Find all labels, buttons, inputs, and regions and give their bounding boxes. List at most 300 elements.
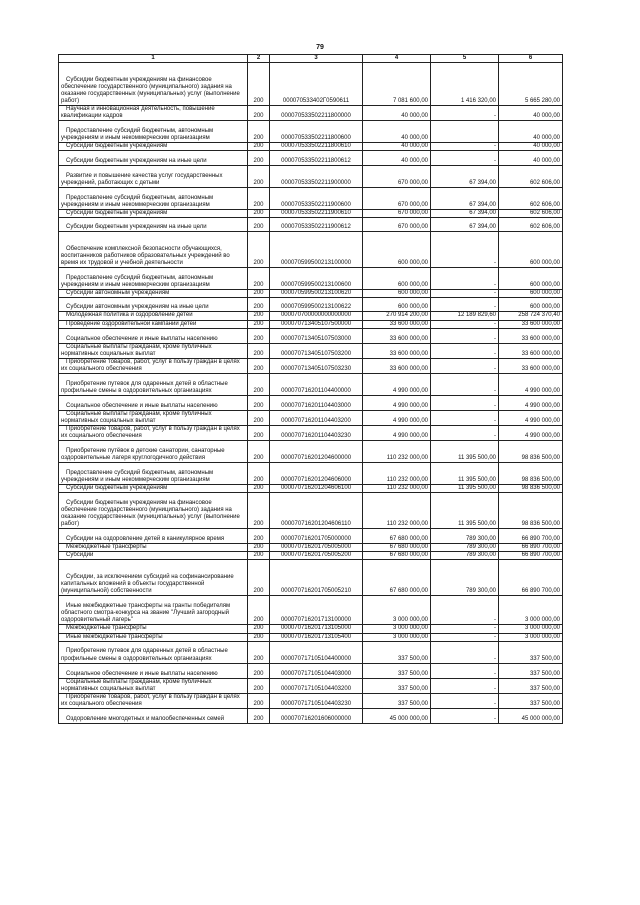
row-admin-code: 200 bbox=[248, 485, 270, 493]
row-admin-code: 200 bbox=[248, 596, 270, 625]
row-executed-amount: - bbox=[431, 151, 499, 166]
row-executed-amount: 11 395 500,00 bbox=[431, 441, 499, 463]
table-row bbox=[59, 298, 563, 312]
table-row bbox=[59, 395, 563, 410]
row-classification-code: 000070716201204606110 bbox=[270, 493, 363, 529]
col-header-6: 6 bbox=[499, 55, 563, 63]
row-remaining-amount: 600 000,00 bbox=[499, 232, 563, 268]
row-name bbox=[59, 343, 248, 358]
row-name bbox=[59, 373, 248, 395]
row-approved-amount: 4 990 000,00 bbox=[363, 410, 431, 425]
row-approved-amount: 67 680 000,00 bbox=[363, 552, 431, 560]
row-classification-code: 000070716201204606000 bbox=[270, 463, 363, 485]
row-name bbox=[59, 298, 248, 312]
row-remaining-amount: 45 000 000,00 bbox=[499, 708, 563, 723]
row-name-text: Оздоровление многодетных и малообеспеченных семей bbox=[66, 715, 225, 722]
table-row bbox=[59, 232, 563, 268]
row-name-text: Субсидии бюджетным учреждениям на финансовое обеспечение государственного (муниципального) задания на оказание государственных (муниципальных) услуг (выполнение работ) bbox=[61, 76, 240, 104]
row-name-text: Субсидии автономным учреждениям bbox=[66, 290, 170, 297]
row-approved-amount: 33 600 000,00 bbox=[363, 358, 431, 373]
row-name-text: Субсидии бюджетным учреждениям на финансовое обеспечение государственного (муниципального) задания на оказание государственных (муниципальных) услуг (выполнение работ) bbox=[61, 500, 240, 528]
col-header-5: 5 bbox=[431, 55, 499, 63]
row-approved-amount: 337 500,00 bbox=[363, 641, 431, 663]
row-remaining-amount: 337 500,00 bbox=[499, 693, 563, 708]
row-remaining-amount: 40 000,00 bbox=[499, 106, 563, 121]
row-approved-amount: 670 000,00 bbox=[363, 210, 431, 218]
table-row bbox=[59, 188, 563, 210]
row-approved-amount: 600 000,00 bbox=[363, 298, 431, 312]
row-name-text: Приобретение путевок для одаренных детей в областные профильные смены в оздоровительных организациях bbox=[61, 380, 228, 394]
row-name-text: Предоставление субсидий бюджетным, автономным учреждениям и иным некоммерческим организациям bbox=[61, 275, 214, 289]
row-name bbox=[59, 210, 248, 218]
row-admin-code: 200 bbox=[248, 328, 270, 343]
row-name-text: Межбюджетные трансферты bbox=[66, 544, 147, 551]
row-name-text: Социальное обеспечение и иные выплаты населению bbox=[66, 670, 218, 677]
row-admin-code: 200 bbox=[248, 641, 270, 663]
row-name-text: Субсидии бюджетным учреждениям bbox=[66, 143, 168, 150]
row-name bbox=[59, 290, 248, 298]
row-admin-code: 200 bbox=[248, 218, 270, 232]
row-executed-amount: 1 416 320,00 bbox=[431, 63, 499, 106]
row-remaining-amount: 3 000 000,00 bbox=[499, 633, 563, 641]
row-name-text: Развитие и повышение качества услуг государственных учреждений, работающих с детьми bbox=[61, 173, 223, 187]
row-name bbox=[59, 529, 248, 544]
row-executed-amount: 67 394,00 bbox=[431, 218, 499, 232]
row-admin-code: 200 bbox=[248, 312, 270, 320]
row-remaining-amount: 5 665 280,00 bbox=[499, 63, 563, 106]
row-remaining-amount: 602 606,00 bbox=[499, 218, 563, 232]
row-classification-code: 000070716201204600000 bbox=[270, 441, 363, 463]
row-executed-amount: 11 395 500,00 bbox=[431, 493, 499, 529]
row-remaining-amount: 33 600 000,00 bbox=[499, 328, 563, 343]
row-remaining-amount: 33 600 000,00 bbox=[499, 320, 563, 328]
row-name bbox=[59, 693, 248, 708]
row-name bbox=[59, 441, 248, 463]
row-admin-code: 200 bbox=[248, 633, 270, 641]
row-name bbox=[59, 625, 248, 633]
row-admin-code: 200 bbox=[248, 343, 270, 358]
row-classification-code: 000070599500213100620 bbox=[270, 290, 363, 298]
row-name bbox=[59, 232, 248, 268]
table-row bbox=[59, 544, 563, 552]
row-approved-amount: 110 232 000,00 bbox=[363, 493, 431, 529]
row-admin-code: 200 bbox=[248, 63, 270, 106]
row-executed-amount: - bbox=[431, 693, 499, 708]
row-classification-code: 000070716201713105400 bbox=[270, 633, 363, 641]
row-name bbox=[59, 312, 248, 320]
row-classification-code: 000070533502211800000 bbox=[270, 106, 363, 121]
row-name bbox=[59, 268, 248, 290]
table-row bbox=[59, 166, 563, 188]
row-name-text: Субсидии на оздоровление детей в каникулярное время bbox=[66, 536, 225, 543]
row-approved-amount: 67 680 000,00 bbox=[363, 529, 431, 544]
row-classification-code: 000070716201705005200 bbox=[270, 552, 363, 560]
row-classification-code: 000070716201104403000 bbox=[270, 395, 363, 410]
row-approved-amount: 337 500,00 bbox=[363, 678, 431, 693]
row-approved-amount: 4 990 000,00 bbox=[363, 426, 431, 441]
row-admin-code: 200 bbox=[248, 143, 270, 151]
row-executed-amount: - bbox=[431, 663, 499, 678]
row-classification-code: 000070716201104403200 bbox=[270, 410, 363, 425]
row-remaining-amount: 602 606,00 bbox=[499, 210, 563, 218]
row-executed-amount: 789 300,00 bbox=[431, 529, 499, 544]
row-name-text: Субсидии бюджетным учреждениям bbox=[66, 210, 168, 217]
row-classification-code: 000070716201705000000 bbox=[270, 529, 363, 544]
row-remaining-amount: 66 890 700,00 bbox=[499, 529, 563, 544]
row-admin-code: 200 bbox=[248, 552, 270, 560]
row-remaining-amount: 337 500,00 bbox=[499, 641, 563, 663]
table-row bbox=[59, 106, 563, 121]
row-admin-code: 200 bbox=[248, 663, 270, 678]
table-row bbox=[59, 560, 563, 596]
row-name-text: Иные межбюджетные трансферты bbox=[66, 633, 163, 640]
table-body bbox=[59, 63, 563, 724]
row-executed-amount: - bbox=[431, 143, 499, 151]
row-admin-code: 200 bbox=[248, 268, 270, 290]
row-admin-code: 200 bbox=[248, 426, 270, 441]
row-classification-code: 000070700000000000000 bbox=[270, 312, 363, 320]
row-classification-code: 000070533502211800612 bbox=[270, 151, 363, 166]
row-classification-code: 000070599500213100000 bbox=[270, 232, 363, 268]
table-row bbox=[59, 218, 563, 232]
row-admin-code: 200 bbox=[248, 188, 270, 210]
row-remaining-amount: 98 836 500,00 bbox=[499, 485, 563, 493]
row-admin-code: 200 bbox=[248, 493, 270, 529]
row-remaining-amount: 4 990 000,00 bbox=[499, 373, 563, 395]
row-classification-code: 000070717105104400000 bbox=[270, 641, 363, 663]
row-admin-code: 200 bbox=[248, 106, 270, 121]
row-remaining-amount: 40 000,00 bbox=[499, 143, 563, 151]
table-row bbox=[59, 552, 563, 560]
row-approved-amount: 4 990 000,00 bbox=[363, 373, 431, 395]
table-row bbox=[59, 625, 563, 633]
row-classification-code: 000070716201713105000 bbox=[270, 625, 363, 633]
row-name-text: Социальные выплаты гражданам, кроме публичных нормативных социальных выплат bbox=[61, 678, 212, 692]
table-row bbox=[59, 328, 563, 343]
row-remaining-amount: 98 836 500,00 bbox=[499, 441, 563, 463]
row-executed-amount: 67 394,00 bbox=[431, 188, 499, 210]
row-name bbox=[59, 395, 248, 410]
row-name bbox=[59, 485, 248, 493]
row-name-text: Межбюджетные трансферты bbox=[66, 625, 147, 632]
row-executed-amount: 789 300,00 bbox=[431, 560, 499, 596]
table-row bbox=[59, 708, 563, 723]
row-name bbox=[59, 552, 248, 560]
row-name bbox=[59, 358, 248, 373]
row-name-text: Предоставление субсидий бюджетным, автономным учреждениям и иным некоммерческим организациям bbox=[61, 128, 214, 142]
row-name-text: Субсидии, за исключением субсидий на софинансирование капитальных вложений в объекты государственной (муниципальной) собственности bbox=[61, 574, 234, 595]
table-row bbox=[59, 596, 563, 625]
row-classification-code: 000070716201705005210 bbox=[270, 560, 363, 596]
row-admin-code: 200 bbox=[248, 210, 270, 218]
row-name bbox=[59, 678, 248, 693]
row-approved-amount: 110 232 000,00 bbox=[363, 441, 431, 463]
row-name bbox=[59, 641, 248, 663]
row-name bbox=[59, 188, 248, 210]
row-executed-amount: - bbox=[431, 625, 499, 633]
table-row bbox=[59, 151, 563, 166]
row-remaining-amount: 66 890 700,00 bbox=[499, 560, 563, 596]
row-remaining-amount: 600 000,00 bbox=[499, 290, 563, 298]
row-name bbox=[59, 166, 248, 188]
row-remaining-amount: 33 600 000,00 bbox=[499, 343, 563, 358]
row-name bbox=[59, 560, 248, 596]
row-remaining-amount: 98 836 500,00 bbox=[499, 463, 563, 485]
header-row bbox=[59, 55, 563, 63]
row-admin-code: 200 bbox=[248, 560, 270, 596]
row-executed-amount: - bbox=[431, 343, 499, 358]
table-row bbox=[59, 529, 563, 544]
table-row bbox=[59, 641, 563, 663]
row-approved-amount: 337 500,00 bbox=[363, 693, 431, 708]
table-row bbox=[59, 373, 563, 395]
row-admin-code: 200 bbox=[248, 625, 270, 633]
table-row bbox=[59, 343, 563, 358]
row-name bbox=[59, 708, 248, 723]
row-approved-amount: 7 081 600,00 bbox=[363, 63, 431, 106]
row-classification-code: 000070533402Г0590611 bbox=[270, 63, 363, 106]
row-name bbox=[59, 151, 248, 166]
row-admin-code: 200 bbox=[248, 320, 270, 328]
row-name-text: Проведение оздоровительной кампании детей bbox=[66, 320, 197, 327]
row-approved-amount: 67 680 000,00 bbox=[363, 544, 431, 552]
row-approved-amount: 33 600 000,00 bbox=[363, 343, 431, 358]
row-name-text: Приобретение путёвок в детские санатории, санаторные оздоровительные лагеря круглогодичного действия bbox=[61, 448, 225, 462]
row-admin-code: 200 bbox=[248, 693, 270, 708]
table-row bbox=[59, 320, 563, 328]
row-approved-amount: 670 000,00 bbox=[363, 218, 431, 232]
row-executed-amount: - bbox=[431, 641, 499, 663]
row-executed-amount: 789 300,00 bbox=[431, 544, 499, 552]
row-approved-amount: 600 000,00 bbox=[363, 290, 431, 298]
row-admin-code: 200 bbox=[248, 290, 270, 298]
row-executed-amount: - bbox=[431, 596, 499, 625]
row-executed-amount: - bbox=[431, 268, 499, 290]
row-remaining-amount: 258 724 370,40 bbox=[499, 312, 563, 320]
row-executed-amount: 11 395 500,00 bbox=[431, 485, 499, 493]
row-remaining-amount: 98 836 500,00 bbox=[499, 493, 563, 529]
row-approved-amount: 33 600 000,00 bbox=[363, 320, 431, 328]
row-executed-amount: - bbox=[431, 290, 499, 298]
row-name bbox=[59, 320, 248, 328]
row-admin-code: 200 bbox=[248, 373, 270, 395]
table-row bbox=[59, 290, 563, 298]
row-admin-code: 200 bbox=[248, 232, 270, 268]
row-classification-code: 000070716201104403230 bbox=[270, 426, 363, 441]
table-row bbox=[59, 121, 563, 143]
row-approved-amount: 40 000,00 bbox=[363, 106, 431, 121]
row-remaining-amount: 3 000 000,00 bbox=[499, 625, 563, 633]
row-approved-amount: 600 000,00 bbox=[363, 232, 431, 268]
row-executed-amount: 11 395 500,00 bbox=[431, 463, 499, 485]
table-row bbox=[59, 663, 563, 678]
row-classification-code: 000070713405107503230 bbox=[270, 358, 363, 373]
row-approved-amount: 600 000,00 bbox=[363, 268, 431, 290]
row-executed-amount: - bbox=[431, 232, 499, 268]
table-row bbox=[59, 410, 563, 425]
table-row bbox=[59, 493, 563, 529]
row-name-text: Предоставление субсидий бюджетным, автономным учреждениям и иным некоммерческим организациям bbox=[61, 195, 214, 209]
row-admin-code: 200 bbox=[248, 358, 270, 373]
row-classification-code: 000070716201713100000 bbox=[270, 596, 363, 625]
row-name bbox=[59, 106, 248, 121]
row-approved-amount: 40 000,00 bbox=[363, 143, 431, 151]
row-name-text: Приобретение товаров, работ, услуг в пользу граждан в целях их социального обеспечения bbox=[61, 693, 240, 707]
row-name-text: Приобретение товаров, работ, услуг в пользу граждан в целях их социального обеспечения bbox=[61, 426, 240, 440]
row-executed-amount: 67 394,00 bbox=[431, 210, 499, 218]
row-approved-amount: 110 232 000,00 bbox=[363, 485, 431, 493]
row-name-text: Субсидии бюджетным учреждениям на иные цели bbox=[66, 158, 207, 165]
row-executed-amount: - bbox=[431, 708, 499, 723]
row-approved-amount: 3 000 000,00 bbox=[363, 633, 431, 641]
row-name-text: Субсидии автономным учреждениям на иные цели bbox=[66, 304, 209, 311]
row-approved-amount: 270 914 200,00 bbox=[363, 312, 431, 320]
row-name-text: Субсидии бюджетным учреждениям на иные цели bbox=[66, 224, 207, 231]
row-approved-amount: 110 232 000,00 bbox=[363, 463, 431, 485]
row-executed-amount: - bbox=[431, 298, 499, 312]
row-classification-code: 000070717105104403200 bbox=[270, 678, 363, 693]
row-admin-code: 200 bbox=[248, 166, 270, 188]
table-row bbox=[59, 463, 563, 485]
budget-table bbox=[58, 54, 563, 724]
row-name-text: Социальное обеспечение и иные выплаты населению bbox=[66, 335, 218, 342]
row-name bbox=[59, 218, 248, 232]
row-classification-code: 000070533502211900600 bbox=[270, 188, 363, 210]
table-row bbox=[59, 678, 563, 693]
row-remaining-amount: 40 000,00 bbox=[499, 121, 563, 143]
row-name bbox=[59, 143, 248, 151]
row-executed-amount: - bbox=[431, 633, 499, 641]
row-name bbox=[59, 63, 248, 106]
row-approved-amount: 670 000,00 bbox=[363, 166, 431, 188]
col-header-1: 1 bbox=[59, 55, 248, 63]
row-remaining-amount: 602 606,00 bbox=[499, 188, 563, 210]
row-executed-amount: - bbox=[431, 426, 499, 441]
col-header-2: 2 bbox=[248, 55, 270, 63]
row-admin-code: 200 bbox=[248, 298, 270, 312]
row-approved-amount: 40 000,00 bbox=[363, 151, 431, 166]
row-classification-code: 000070717105104403000 bbox=[270, 663, 363, 678]
table-row bbox=[59, 268, 563, 290]
table-row bbox=[59, 143, 563, 151]
row-approved-amount: 45 000 000,00 bbox=[363, 708, 431, 723]
row-classification-code: 000070599500213100600 bbox=[270, 268, 363, 290]
table-row bbox=[59, 358, 563, 373]
row-classification-code: 000070533502211900612 bbox=[270, 218, 363, 232]
row-admin-code: 200 bbox=[248, 544, 270, 552]
page-number: 79 bbox=[316, 44, 324, 51]
row-executed-amount: - bbox=[431, 320, 499, 328]
table-row bbox=[59, 63, 563, 106]
row-name-text: Социальные выплаты гражданам, кроме публичных нормативных социальных выплат bbox=[61, 343, 212, 357]
row-classification-code: 000070533502211900000 bbox=[270, 166, 363, 188]
row-name bbox=[59, 426, 248, 441]
row-name-text: Социальные выплаты гражданам, кроме публичных нормативных социальных выплат bbox=[61, 410, 212, 425]
row-executed-amount: - bbox=[431, 358, 499, 373]
row-classification-code: 000070716201104400000 bbox=[270, 373, 363, 395]
row-approved-amount: 3 000 000,00 bbox=[363, 625, 431, 633]
row-remaining-amount: 600 000,00 bbox=[499, 298, 563, 312]
row-name-text: Предоставление субсидий бюджетным, автономным учреждениям и иным некоммерческим организациям bbox=[61, 470, 214, 484]
row-name bbox=[59, 493, 248, 529]
row-executed-amount: - bbox=[431, 410, 499, 425]
row-classification-code: 000070713405107503000 bbox=[270, 328, 363, 343]
row-classification-code: 000070533502211900610 bbox=[270, 210, 363, 218]
table-row bbox=[59, 633, 563, 641]
table-row bbox=[59, 426, 563, 441]
row-name-text: Молодежная политика и оздоровление детей bbox=[66, 312, 193, 319]
row-name-text: Субсидии бюджетным учреждениям bbox=[66, 485, 168, 492]
row-approved-amount: 3 000 000,00 bbox=[363, 596, 431, 625]
row-classification-code: 000070533502211800610 bbox=[270, 143, 363, 151]
row-remaining-amount: 4 990 000,00 bbox=[499, 395, 563, 410]
row-remaining-amount: 66 890 700,00 bbox=[499, 544, 563, 552]
row-approved-amount: 4 990 000,00 bbox=[363, 395, 431, 410]
row-remaining-amount: 40 000,00 bbox=[499, 151, 563, 166]
row-executed-amount: 67 394,00 bbox=[431, 166, 499, 188]
row-approved-amount: 670 000,00 bbox=[363, 188, 431, 210]
row-name-text: Научная и инновационная деятельность, повышение квалификации кадров bbox=[61, 106, 215, 120]
row-classification-code: 000070533502211800600 bbox=[270, 121, 363, 143]
row-remaining-amount: 337 500,00 bbox=[499, 678, 563, 693]
row-remaining-amount: 3 000 000,00 bbox=[499, 596, 563, 625]
row-admin-code: 200 bbox=[248, 121, 270, 143]
row-executed-amount: - bbox=[431, 678, 499, 693]
col-header-4: 4 bbox=[363, 55, 431, 63]
table-row bbox=[59, 210, 563, 218]
row-classification-code: 000070713405107503200 bbox=[270, 343, 363, 358]
table-row bbox=[59, 441, 563, 463]
row-classification-code: 000070599500213100622 bbox=[270, 298, 363, 312]
row-admin-code: 200 bbox=[248, 151, 270, 166]
row-admin-code: 200 bbox=[248, 395, 270, 410]
row-classification-code: 000070716201606000000 bbox=[270, 708, 363, 723]
row-executed-amount: - bbox=[431, 395, 499, 410]
row-executed-amount: 12 189 829,60 bbox=[431, 312, 499, 320]
row-classification-code: 000070713405107500000 bbox=[270, 320, 363, 328]
row-name bbox=[59, 633, 248, 641]
row-admin-code: 200 bbox=[248, 441, 270, 463]
row-approved-amount: 40 000,00 bbox=[363, 121, 431, 143]
row-name-text: Социальное обеспечение и иные выплаты населению bbox=[66, 402, 218, 409]
row-name bbox=[59, 544, 248, 552]
row-admin-code: 200 bbox=[248, 678, 270, 693]
row-classification-code: 000070717105104403230 bbox=[270, 693, 363, 708]
table-row bbox=[59, 485, 563, 493]
row-name-text: Иные межбюджетные трансферты на гранты победителям областного смотра-конкурса на звание "Лучший загородный оздоровительный лагерь" bbox=[61, 603, 231, 624]
row-name bbox=[59, 463, 248, 485]
row-approved-amount: 67 680 000,00 bbox=[363, 560, 431, 596]
row-approved-amount: 33 600 000,00 bbox=[363, 328, 431, 343]
row-approved-amount: 337 500,00 bbox=[363, 663, 431, 678]
row-name-text: Субсидии bbox=[66, 552, 94, 559]
row-name-text: Обеспечение комплексной безопасности обучающихся, воспитанников работников образовательных учреждений во время их трудовой и учебной деятельности bbox=[61, 246, 230, 267]
row-admin-code: 200 bbox=[248, 529, 270, 544]
row-admin-code: 200 bbox=[248, 463, 270, 485]
row-remaining-amount: 600 000,00 bbox=[499, 268, 563, 290]
row-remaining-amount: 337 500,00 bbox=[499, 663, 563, 678]
row-remaining-amount: 602 606,00 bbox=[499, 166, 563, 188]
row-name-text: Приобретение путевок для одаренных детей в областные профильные смены в оздоровительных организациях bbox=[61, 648, 228, 662]
row-name bbox=[59, 121, 248, 143]
row-remaining-amount: 4 990 000,00 bbox=[499, 410, 563, 425]
row-name bbox=[59, 328, 248, 343]
table-row bbox=[59, 693, 563, 708]
row-executed-amount: 789 300,00 bbox=[431, 552, 499, 560]
row-classification-code: 000070716201705005000 bbox=[270, 544, 363, 552]
row-remaining-amount: 4 990 000,00 bbox=[499, 426, 563, 441]
row-name bbox=[59, 596, 248, 625]
